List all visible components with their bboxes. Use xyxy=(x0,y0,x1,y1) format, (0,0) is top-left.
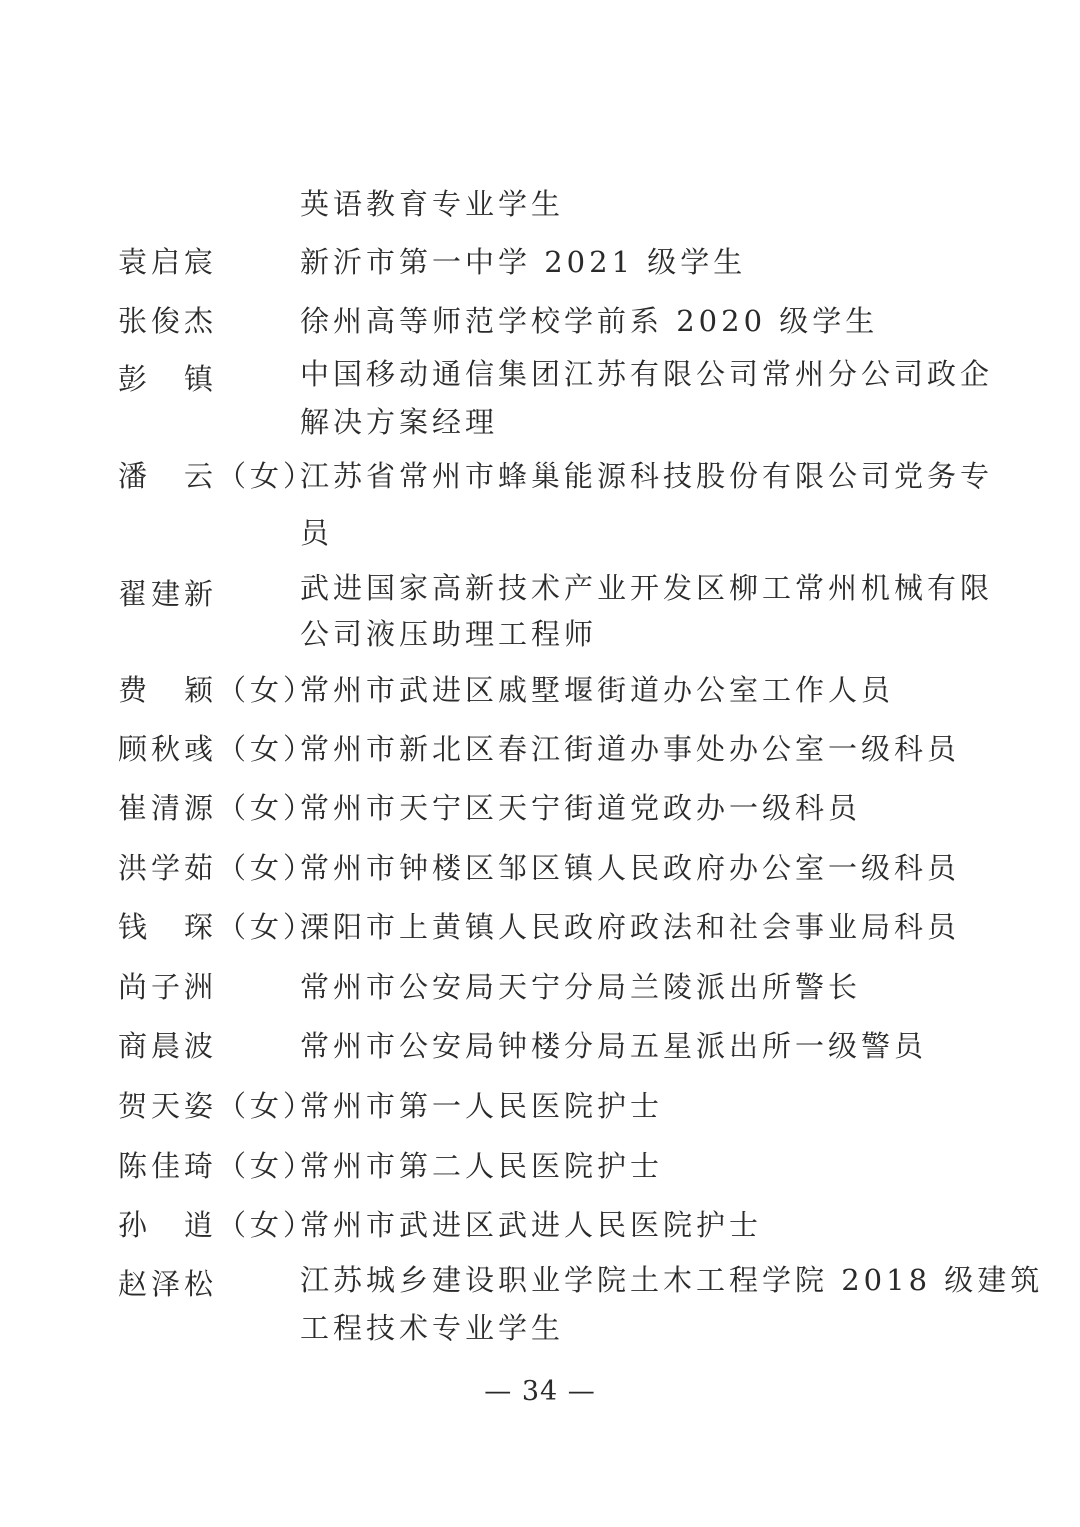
entry-name: 崔清源（女） xyxy=(118,791,317,825)
entry-description-line: 常州市武进区武进人民医院护士 xyxy=(300,1208,763,1242)
entry-description-line: 常州市第一人民医院护士 xyxy=(300,1089,664,1123)
entry-description-line: 常州市公安局钟楼分局五星派出所一级警员 xyxy=(300,1029,928,1063)
entry-description-line: 溧阳市上黄镇人民政府政法和社会事业局科员 xyxy=(300,910,961,944)
entry-description-line: 中国移动通信集团江苏有限公司常州分公司政企 xyxy=(300,357,994,391)
entry-name: 钱 琛（女） xyxy=(118,910,317,944)
entry-description-line: 常州市公安局天宁分局兰陵派出所警长 xyxy=(300,970,862,1004)
entry-name: 赵泽松 xyxy=(118,1267,218,1301)
page-number: — 34 — xyxy=(484,1376,596,1407)
entry-name: 商晨波 xyxy=(118,1029,218,1063)
entry-description-line: 英语教育专业学生 xyxy=(300,187,565,221)
entry-description-line: 徐州高等师范学校学前系 2020 级学生 xyxy=(300,304,879,338)
entry-description-line: 工程技术专业学生 xyxy=(300,1311,565,1345)
entry-description-line: 常州市武进区戚墅堰街道办公室工作人员 xyxy=(300,673,895,707)
entry-name: 孙 逍（女） xyxy=(118,1208,317,1242)
entry-description-line: 公司液压助理工程师 xyxy=(300,617,598,651)
entry-description-line: 武进国家高新技术产业开发区柳工常州机械有限 xyxy=(300,571,994,605)
entry-description-line: 常州市天宁区天宁街道党政办一级科员 xyxy=(300,791,862,825)
entry-name: 潘 云（女） xyxy=(118,459,317,493)
entry-name: 贺天姿（女） xyxy=(118,1089,317,1123)
entry-name: 尚子洲 xyxy=(118,970,218,1004)
entry-name: 翟建新 xyxy=(118,577,218,611)
entry-description-line: 江苏城乡建设职业学院土木工程学院 2018 级建筑 xyxy=(300,1263,1044,1297)
entry-description-line: 常州市新北区春江街道办事处办公室一级科员 xyxy=(300,732,961,766)
entry-name: 袁启宸 xyxy=(118,245,218,279)
entry-name: 费 颖（女） xyxy=(118,673,317,707)
entry-name: 陈佳琦（女） xyxy=(118,1149,317,1183)
entry-description-line: 员 xyxy=(300,516,334,550)
entry-description-line: 解决方案经理 xyxy=(300,405,499,439)
entry-description-line: 江苏省常州市蜂巢能源科技股份有限公司党务专 xyxy=(300,459,994,493)
entry-name: 彭 镇 xyxy=(118,362,218,396)
entry-name: 洪学茹（女） xyxy=(118,851,317,885)
entry-name: 顾秋彧（女） xyxy=(118,732,317,766)
entry-description-line: 常州市钟楼区邹区镇人民政府办公室一级科员 xyxy=(300,851,961,885)
entry-description-line: 常州市第二人民医院护士 xyxy=(300,1149,664,1183)
entry-name: 张俊杰 xyxy=(118,304,218,338)
entry-description-line: 新沂市第一中学 2021 级学生 xyxy=(300,245,747,279)
